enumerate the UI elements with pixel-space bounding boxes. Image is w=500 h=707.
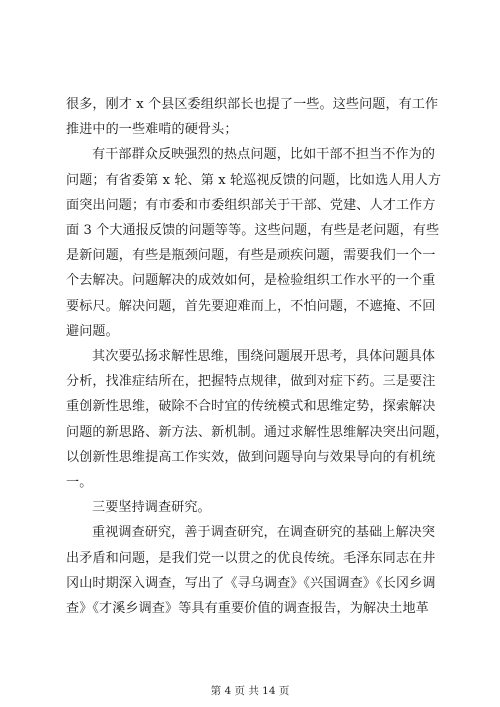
text-line: 其次要弘扬求解性思维，围绕问题展开思考，具体问题具体 <box>92 349 436 365</box>
text-line: 推进中的一些难啃的硬骨头； <box>66 122 238 138</box>
text-line: 问题的新思路、新方法、新机制。通过求解性思维解决突出问题， <box>66 424 449 440</box>
text-line: 个去解决。问题解决的成效如何，是检验组织工作水平的一个重 <box>66 273 436 289</box>
text-line: 面 3 个大通报反馈的问题等等。这些问题，有些是老问题，有些 <box>66 223 440 239</box>
page-footer: 第 4 页 共 14 页 <box>210 685 290 697</box>
text-line: 查》《才溪乡调查》等具有重要价值的调查报告，为解决土地革 <box>66 601 429 617</box>
text-line: 很多，刚才 x 个县区委组织部长也提了一些。这些问题，有工作 <box>66 97 439 112</box>
text-line: 要标尺。解决问题，首先要迎难而上，不怕问题，不遮掩、不回 <box>66 298 436 314</box>
text-line: 有干部群众反映强烈的热点问题，比如干部不担当不作为的 <box>92 147 436 163</box>
section-heading: 三要坚持调查研究。 <box>92 500 211 516</box>
text-line: 是新问题，有些是瓶颈问题，有些是顽疾问题，需要我们一个一 <box>66 248 436 264</box>
text-line: 重创新性思维，破除不合时宜的传统模式和思维定势，探索解决 <box>66 399 436 415</box>
text-line: 出矛盾和问题，是我们党一以贯之的优良传统。毛泽东同志在井 <box>66 550 436 566</box>
text-line: 以创新性思维提高工作实效，做到问题导向与效果导向的有机统 <box>66 449 436 465</box>
text-line: 重视调查研究，善于调查研究，在调查研究的基础上解决突 <box>92 525 436 541</box>
paragraph-1 <box>66 92 440 142</box>
text-line: 冈山时期深入调查，写出了《寻乌调查》《兴国调查》《长冈乡调 <box>66 575 436 591</box>
paragraph-4-heading <box>66 495 440 520</box>
text-line: 面突出问题；有市委和市委组织部关于干部、党建、人才工作方 <box>66 197 436 213</box>
text-line: 一。 <box>66 475 93 491</box>
text-line: 避问题。 <box>66 323 119 339</box>
paragraph-2 <box>66 142 440 344</box>
paragraph-5 <box>66 520 440 621</box>
document-body <box>66 92 449 621</box>
paragraph-3 <box>66 344 449 495</box>
text-line: 分析，找准症结所在，把握特点规律，做到对症下药。三是要注 <box>66 374 436 390</box>
text-line: 问题；有省委第 x 轮、第 x 轮巡视反馈的问题，比如选人用人方 <box>66 172 442 188</box>
